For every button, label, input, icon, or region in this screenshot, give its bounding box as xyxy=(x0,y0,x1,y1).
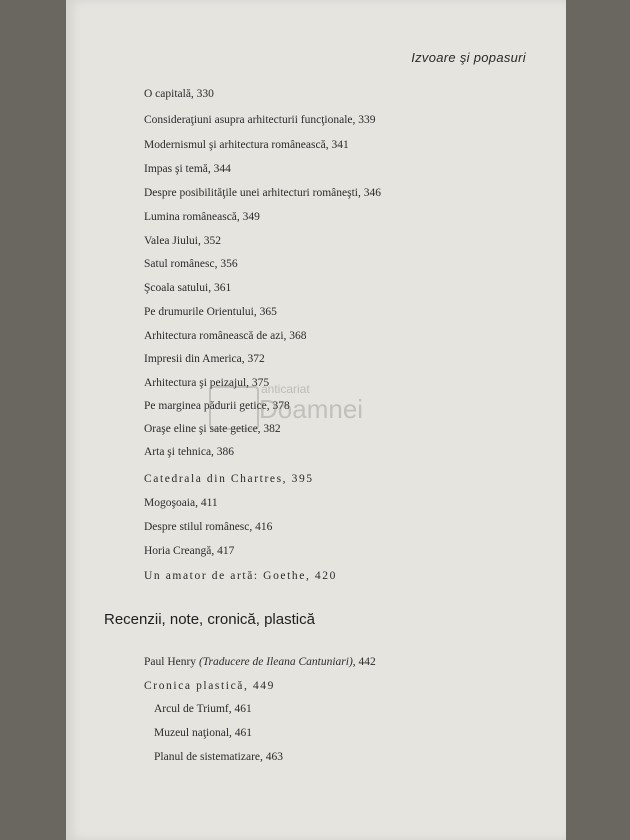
bookshop-logo-icon xyxy=(209,386,259,430)
toc-entry: Catedrala din Chartres, 395 xyxy=(144,473,314,485)
toc-entry: Horia Creangă, 417 xyxy=(144,545,235,557)
toc-entry: Despre stilul românesc, 416 xyxy=(144,521,273,533)
toc-entry: Arhitectura şi peizajul, 375 xyxy=(144,377,270,389)
toc-entry: Pe drumurile Orientului, 365 xyxy=(144,306,277,318)
toc-entry: Valea Jiului, 352 xyxy=(144,235,221,247)
toc-entry: Lumina românească, 349 xyxy=(144,211,260,223)
toc-entry: Modernismul şi arhitectura românească, 341 xyxy=(144,139,349,151)
toc-entry: O capitală, 330 xyxy=(144,88,214,100)
toc-entry: Un amator de artă: Goethe, 420 xyxy=(144,570,337,582)
toc-entry xyxy=(144,656,376,668)
toc-entry: Impas şi temă, 344 xyxy=(144,163,231,175)
running-header: Izvoare şi popasuri xyxy=(411,50,526,65)
entry-page: , 442 xyxy=(352,656,376,668)
toc-entry: Satul românesc, 356 xyxy=(144,258,238,270)
watermark xyxy=(209,380,364,434)
toc-subentry: Arcul de Triumf, 461 xyxy=(154,703,252,715)
toc-subentry: Planul de sistematizare, 463 xyxy=(154,751,284,763)
toc-entry: Mogoşoaia, 411 xyxy=(144,497,218,509)
toc-entry: Arta şi tehnica, 386 xyxy=(144,446,235,458)
toc-entry: Şcoala satului, 361 xyxy=(144,282,232,294)
toc-subentry: Muzeul naţional, 461 xyxy=(154,727,253,739)
watermark-line2: Doamnei xyxy=(259,394,364,424)
toc-entry: Cronica plastică, 449 xyxy=(144,680,276,692)
entry-author: Paul Henry xyxy=(144,656,199,668)
toc-entry: Despre posibilităţile unei arhitecturi româneşti, 346 xyxy=(144,187,381,199)
entry-translator-note: (Traducere de Ileana Cantuniari) xyxy=(198,656,353,668)
section-heading: Recenzii, note, cronică, plastică xyxy=(104,611,315,628)
toc-entry: Pe marginea pădurii getice, 378 xyxy=(144,400,290,412)
toc-entry: Impresii din America, 372 xyxy=(144,353,265,365)
watermark-line1: anticariat xyxy=(261,382,310,396)
toc-entry: Consideraţiuni asupra arhitecturii funcţionale, 339 xyxy=(144,114,376,126)
book-page xyxy=(66,0,566,840)
toc-entry: Oraşe eline şi sate getice, 382 xyxy=(144,423,281,435)
toc-entry: Arhitectura românească de azi, 368 xyxy=(144,330,307,342)
